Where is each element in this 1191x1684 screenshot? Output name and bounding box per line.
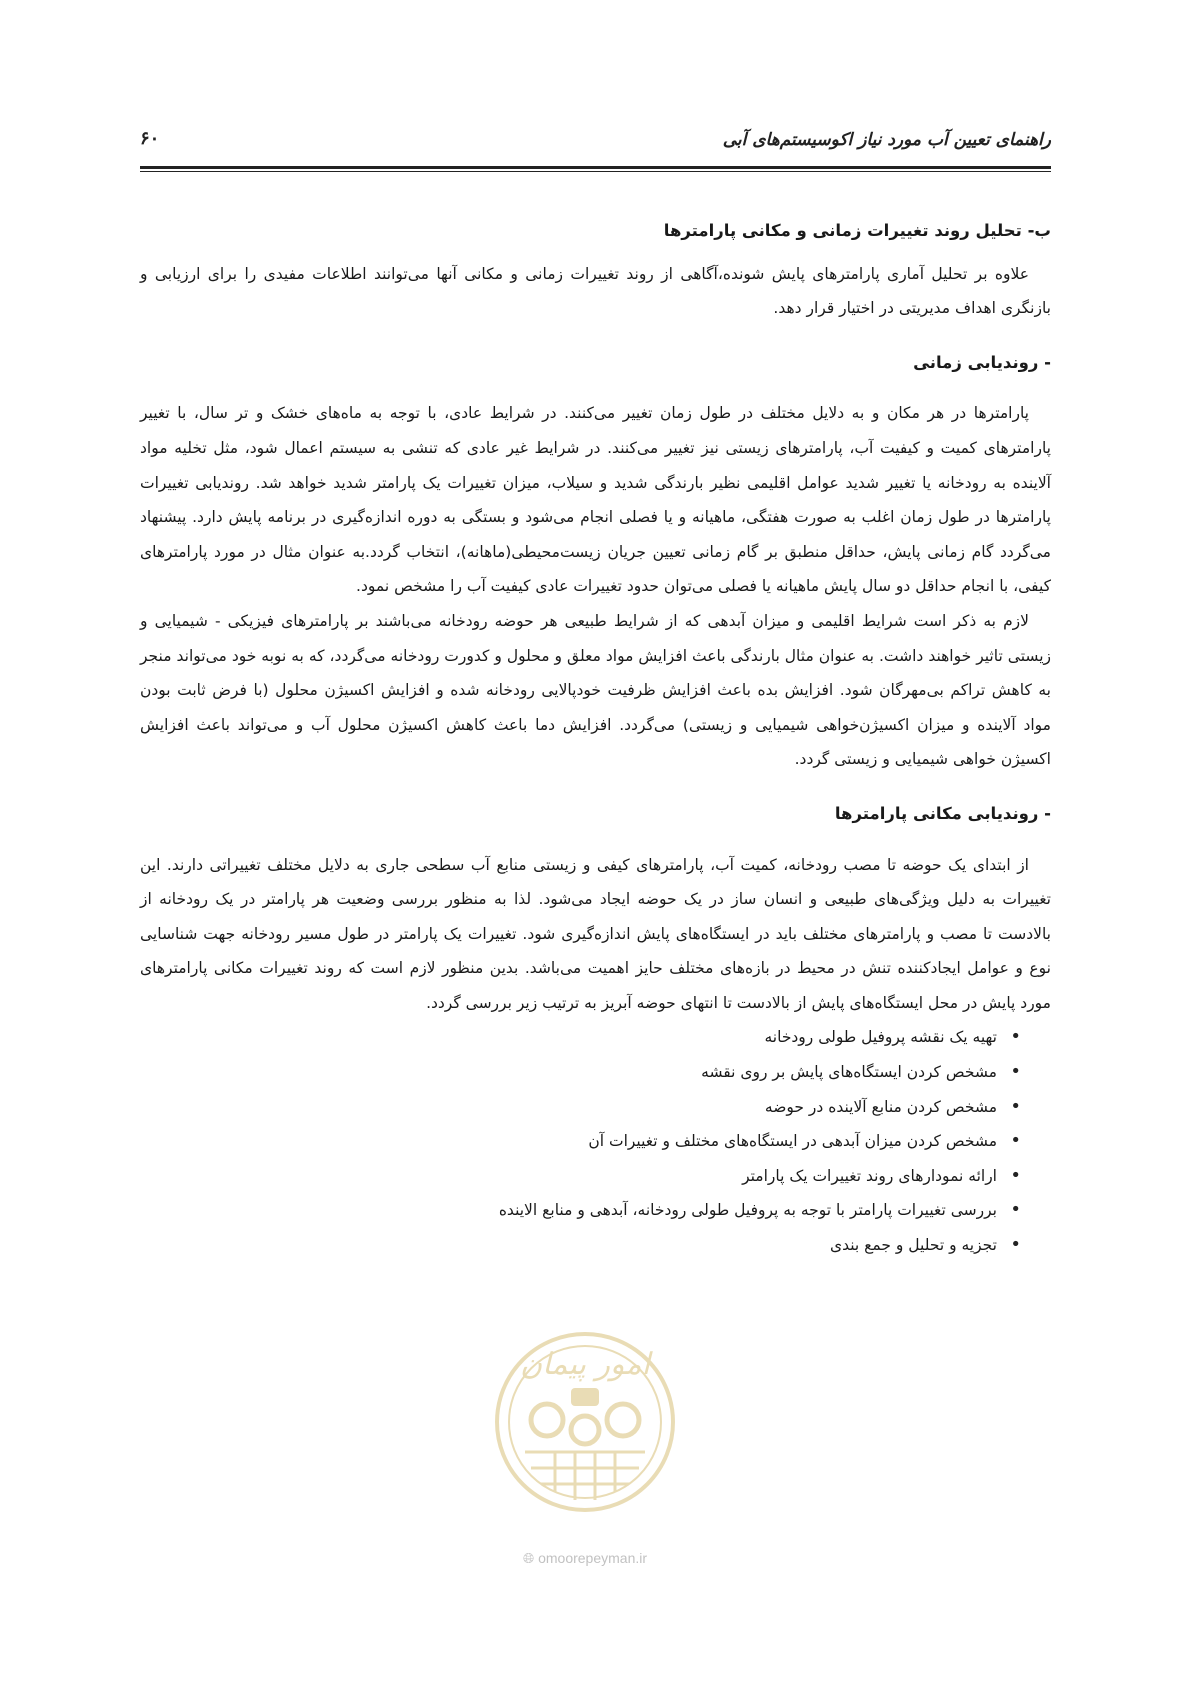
- running-title: راهنمای تعیین آب مورد نیاز اکوسیستم‌های آبی: [722, 130, 1051, 150]
- watermark-caption: 🌐︎ omoorepeyman.ir: [522, 1550, 648, 1566]
- section-heading: ب- تحلیل روند تغییرات زمانی و مکانی پارامترها: [663, 221, 1051, 240]
- watermark: [485, 1302, 685, 1582]
- page-body: [140, 214, 1051, 1263]
- temporal-heading: - روندیابی زمانی: [913, 352, 1051, 372]
- svg-text:امور پیمان: امور پیمان: [520, 1347, 650, 1382]
- spatial-heading: - روندیابی مکانی پارامترها: [834, 803, 1051, 823]
- list-item: • تجزیه و تحلیل و جمع بندی: [140, 1228, 1023, 1263]
- spatial-paragraph: از ابتدای یک حوضه تا مصب رودخانه، کمیت آب، پارامترهای کیفی و زیستی منابع آب سطحی جاری به دلایل مختلف تغییراتی دارند. این تغییرات به دلیل ویژگی‌های طبیعی و انسان ساز در یک حوضه ایجاد می‌شود. لذا به منظور بررسی وضعیت هر پارامتر در یک رودخانه از بالادست تا مصب و پارامترهای مختلف باید در ایستگاه‌های پایش اندازه‌گیری شود. تغییرات یک پارامتر در طول مسیر رودخانه جهت شناسایی نوع و عوامل ایجادکننده تنش در محیط در بازه‌های مختلف حایز اهمیت می‌باشد. بدین منظور لازم است که روند تغییرات مکانی پارامترهای مورد پایش در محل ایستگاه‌های پایش از بالادست تا انتهای حوضه آبریز به ترتیب زیر بررسی گردد.: [140, 855, 1051, 1012]
- list-item: • ارائه نمودارهای روند تغییرات یک پارامتر: [140, 1159, 1023, 1194]
- temporal-paragraph-2: لازم به ذکر است شرایط اقلیمی و میزان آبدهی که از شرایط طبیعی هر حوضه رودخانه می‌باشند بر پارامترهای فیزیکی - شیمیایی و زیستی تاثیر خواهند داشت. به عنوان مثال بارندگی باعث افزایش مواد معلق و محلول و کدورت رودخانه می‌گردد، که به نوبه خود می‌تواند منجر به کاهش تراکم بی‌مهرگان شود. افزایش بده باعث افزایش ظرفیت خودپالایی رودخانه شده و افزایش اکسیژن محلول (با فرض ثابت بودن مواد آلاینده و میزان اکسیژن‌خواهی شیمیایی و زیستی) می‌گردد. افزایش دما باعث کاهش اکسیژن محلول آب و می‌تواند باعث افزایش اکسیژن خواهی شیمیایی و زیستی گردد.: [140, 611, 1051, 769]
- list-item: • مشخص کردن ایستگاه‌های پایش بر روی نقشه: [140, 1055, 1023, 1090]
- list-item: • تهیه یک نقشه پروفیل طولی رودخانه: [140, 1020, 1023, 1055]
- seal-logo-icon: [485, 1302, 685, 1542]
- list-item: • مشخص کردن میزان آبدهی در ایستگاه‌های مختلف و تغییرات آن: [140, 1124, 1023, 1159]
- temporal-paragraph-1: پارامترها در هر مکان و به دلایل مختلف در طول زمان تغییر می‌کنند. در شرایط عادی، با توجه به ماه‌های خشک و تر سال، با تغییر پارامترهای کمیت و کیفیت آب، پارامترهای زیستی نیز تغییر می‌کنند. در شرایط غیر عادی که تنشی به سیستم اعمال شود، مثل تخلیه مواد آلاینده به رودخانه یا تغییر شدید عوامل اقلیمی نظیر بارندگی شدید و سیلاب، میزان تغییرات یک پارامتر شدید خواهد شد. روندیابی تغییرات پارامترها در طول زمان اغلب به صورت هفتگی، ماهیانه و یا فصلی انجام می‌شود و بستگی به دوره اندازه‌گیری در برنامه پایش دارد. پیشنهاد می‌گردد گام زمانی پایش، حداقل منطبق بر گام زمانی تعیین جریان زیست‌محیطی(ماهانه)، انتخاب گردد.به عنوان مثال در مورد پارامترهای کیفی، با انجام حداقل دو سال پایش ماهیانه یا فصلی می‌توان حدود تغییرات عادی کیفیت آب را مشخص نمود.: [140, 404, 1051, 596]
- list-item: • بررسی تغییرات پارامتر با توجه به پروفیل طولی رودخانه، آبدهی و منابع الاینده: [140, 1193, 1023, 1228]
- intro-paragraph: علاوه بر تحلیل آماری پارامترهای پایش شونده،آگاهی از روند تغییرات زمانی و مکانی آنها می‌توانند اطلاعات مفیدی را برای ارزیابی و بازنگری اهداف مدیریتی در اختیار قرار دهد.: [140, 264, 1051, 318]
- steps-list: [140, 1020, 1051, 1262]
- list-item: • مشخص کردن منابع آلاینده در حوضه: [140, 1090, 1023, 1125]
- header-divider: [140, 166, 1051, 172]
- page-number: ۶۰: [140, 128, 160, 149]
- globe-icon: 🌐︎: [522, 1550, 535, 1566]
- page-header: [140, 126, 1051, 166]
